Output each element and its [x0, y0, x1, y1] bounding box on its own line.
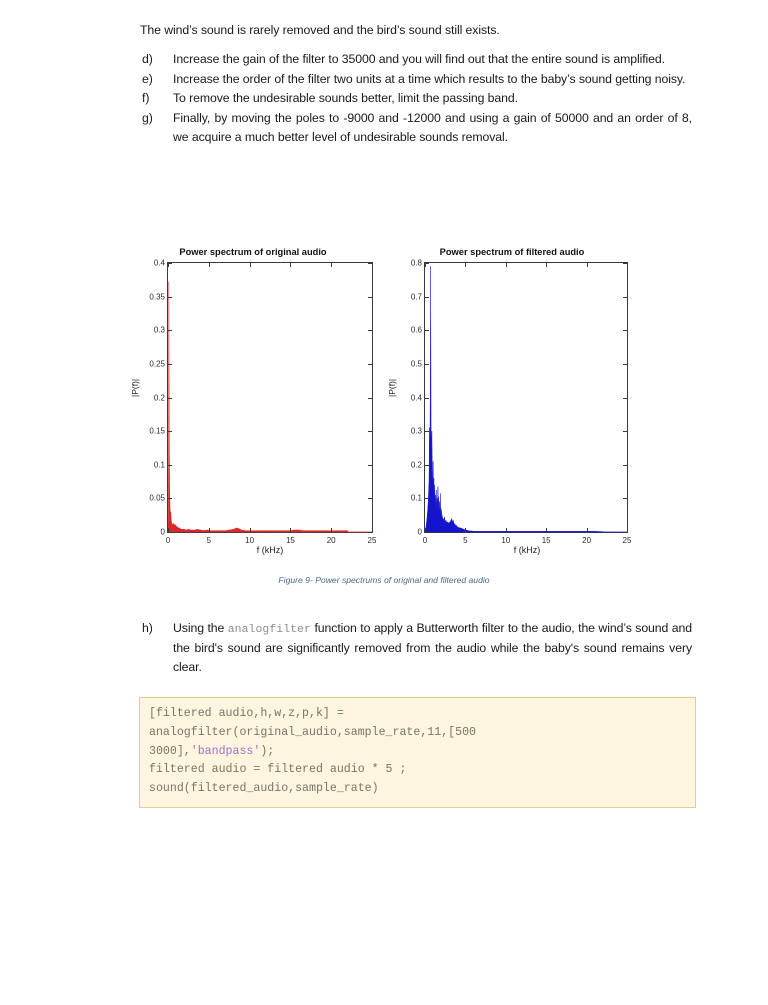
list-marker: e) [142, 71, 153, 86]
x-tick-mark [372, 263, 373, 267]
y-tick-mark [623, 297, 627, 298]
x-tick-mark [290, 528, 291, 532]
chart-title-filtered: Power spectrum of filtered audio [439, 247, 585, 257]
spectrum-plot-filtered [425, 263, 627, 532]
y-tick-mark [368, 498, 372, 499]
y-tick-label: 0.7 [410, 292, 422, 302]
figure-9 [0, 245, 768, 595]
lettered-list-lower [140, 619, 692, 677]
x-tick-mark [425, 528, 426, 532]
list-item-text: To remove the undesirable sounds better, limit the passing band. [173, 91, 518, 106]
x-tick-label: 15 [285, 536, 295, 545]
y-tick-mark [368, 330, 372, 331]
y-tick-mark [425, 465, 429, 466]
y-tick-mark [368, 465, 372, 466]
y-tick-mark [623, 532, 627, 533]
y-tick-label: 0.3 [153, 325, 165, 335]
y-tick-mark [623, 364, 627, 365]
y-tick-label: 0.4 [153, 258, 165, 268]
chart-filtered-audio [385, 245, 635, 555]
x-tick-mark [465, 528, 466, 532]
code-token: [filtered audio,h,w,z,p,k] = [149, 707, 344, 720]
x-tick-mark [506, 263, 507, 267]
code-line [149, 705, 686, 724]
y-tick-mark [623, 465, 627, 466]
y-tick-label: 0.05 [149, 493, 165, 503]
y-tick-label: 0.3 [410, 426, 422, 436]
y-tick-mark [425, 364, 429, 365]
list-item [140, 109, 692, 146]
x-axis-label-original: f (kHz) [256, 545, 284, 555]
code-line [149, 780, 686, 799]
list-marker: g) [142, 110, 153, 125]
inline-code-token: analogfilter [227, 624, 311, 636]
x-tick-label: 15 [541, 536, 551, 545]
lower-text-block [140, 619, 692, 678]
code-block-matlab [139, 697, 696, 808]
y-tick-mark [168, 364, 172, 365]
chart-title-original: Power spectrum of original audio [179, 247, 327, 257]
y-tick-mark [368, 532, 372, 533]
list-item [140, 89, 692, 108]
list-item [140, 70, 692, 89]
x-tick-label: 25 [367, 536, 377, 545]
x-axis-label-filtered: f (kHz) [513, 545, 541, 555]
x-tick-mark [331, 263, 332, 267]
y-tick-label: 0.5 [410, 359, 422, 369]
y-tick-mark [168, 465, 172, 466]
code-line [149, 724, 686, 743]
y-tick-label: 0.4 [410, 393, 422, 402]
y-tick-label: 0.25 [149, 359, 165, 369]
list-marker: h) [142, 621, 153, 635]
x-tick-mark [546, 263, 547, 267]
x-tick-mark [209, 263, 210, 267]
code-line [149, 761, 686, 780]
y-tick-mark [168, 431, 172, 432]
x-tick-mark [372, 528, 373, 532]
y-tick-label: 0.35 [149, 292, 165, 302]
code-token: sound(filtered_audio,sample_rate) [149, 782, 379, 796]
list-item-text: Finally, by moving the poles to -9000 and -12000 and using a gain of 50000 and an order of 8, we acquire a much better level of undesirable sounds removal. [173, 110, 692, 144]
list-marker: f) [142, 91, 150, 106]
x-tick-mark [290, 263, 291, 267]
x-tick-mark [627, 263, 628, 267]
x-tick-label: 5 [463, 536, 468, 545]
y-tick-label: 0.15 [149, 426, 165, 436]
x-tick-label: 20 [582, 536, 592, 545]
y-tick-mark [168, 532, 172, 533]
code-line [149, 743, 686, 762]
y-tick-label: 0.1 [410, 493, 422, 503]
figure-caption: Figure 9- Power spectrums of original and filtered audio [278, 575, 490, 585]
x-tick-label: 25 [622, 536, 632, 545]
y-axis-label-filtered: |P(f)| [387, 378, 397, 397]
code-token: filtered audio = filtered audio * 5 ; [149, 763, 407, 777]
y-tick-mark [425, 330, 429, 331]
code-token: 3000], [149, 744, 191, 758]
y-tick-mark [368, 364, 372, 365]
y-tick-mark [168, 398, 172, 399]
x-tick-mark [209, 528, 210, 532]
y-tick-label: 0.1 [153, 460, 165, 470]
chart-original-audio [128, 245, 378, 555]
y-tick-mark [168, 297, 172, 298]
x-tick-label: 5 [206, 536, 212, 545]
x-tick-mark [587, 263, 588, 267]
x-tick-label: 20 [326, 536, 336, 545]
x-tick-mark [546, 528, 547, 532]
y-axis-label-original: |P(f)| [130, 378, 140, 397]
upper-text-block [140, 22, 692, 147]
x-tick-mark [168, 263, 169, 267]
list-item-text: Increase the order of the filter two units at a time which results to the baby’s sound getting noisy. [173, 71, 686, 86]
y-tick-label: 0.8 [410, 258, 422, 268]
y-tick-mark [425, 398, 429, 399]
list-marker: d) [142, 51, 153, 66]
y-tick-mark [623, 398, 627, 399]
text-segment-after: function to apply a Butterworth filter to the audio, the wind’s sound and the bird's sound are significantly removed from the audio while the baby's sound remains very clear. [173, 621, 692, 675]
x-tick-mark [331, 528, 332, 532]
y-tick-mark [425, 532, 429, 533]
x-tick-mark [250, 263, 251, 267]
plot-area-original [149, 258, 377, 545]
y-tick-mark [623, 330, 627, 331]
x-tick-label: 0 [165, 536, 171, 545]
y-tick-mark [425, 297, 429, 298]
y-tick-mark [168, 498, 172, 499]
x-tick-mark [506, 528, 507, 532]
x-tick-label: 10 [501, 536, 511, 545]
y-tick-label: 0 [417, 527, 422, 537]
x-tick-mark [465, 263, 466, 267]
x-tick-mark [627, 528, 628, 532]
code-token: analogfilter(original_audio,sample_rate,11,[500 [149, 725, 476, 739]
y-tick-mark [425, 431, 429, 432]
x-tick-mark [425, 263, 426, 267]
y-tick-mark [623, 431, 627, 432]
list-item-text [173, 619, 692, 677]
x-tick-label: 0 [422, 536, 428, 545]
y-tick-label: 0.2 [410, 460, 422, 470]
code-string-literal: 'bandpass' [190, 744, 261, 758]
y-tick-mark [623, 498, 627, 499]
x-tick-label: 10 [245, 536, 255, 545]
x-tick-mark [250, 528, 251, 532]
y-tick-mark [368, 431, 372, 432]
x-tick-mark [587, 528, 588, 532]
y-tick-mark [368, 398, 372, 399]
x-tick-mark [168, 528, 169, 532]
y-tick-label: 0.2 [153, 393, 165, 402]
intro-paragraph: The wind’s sound is rarely removed and the bird’s sound still exists. [140, 23, 500, 37]
y-tick-label: 0 [160, 527, 165, 537]
y-tick-label: 0.6 [410, 325, 422, 335]
list-item-text: Increase the gain of the filter to 35000 and you will find out that the entire sound is amplified. [173, 51, 665, 66]
plot-area-filtered [410, 258, 632, 545]
y-tick-mark [425, 498, 429, 499]
list-item [140, 50, 692, 69]
list-item [140, 619, 692, 677]
y-tick-mark [168, 330, 172, 331]
lettered-list-upper [140, 50, 692, 146]
spectrum-plot-original [168, 263, 372, 532]
y-tick-mark [368, 297, 372, 298]
code-token: ); [260, 744, 275, 758]
text-segment-before: Using the [173, 621, 228, 635]
